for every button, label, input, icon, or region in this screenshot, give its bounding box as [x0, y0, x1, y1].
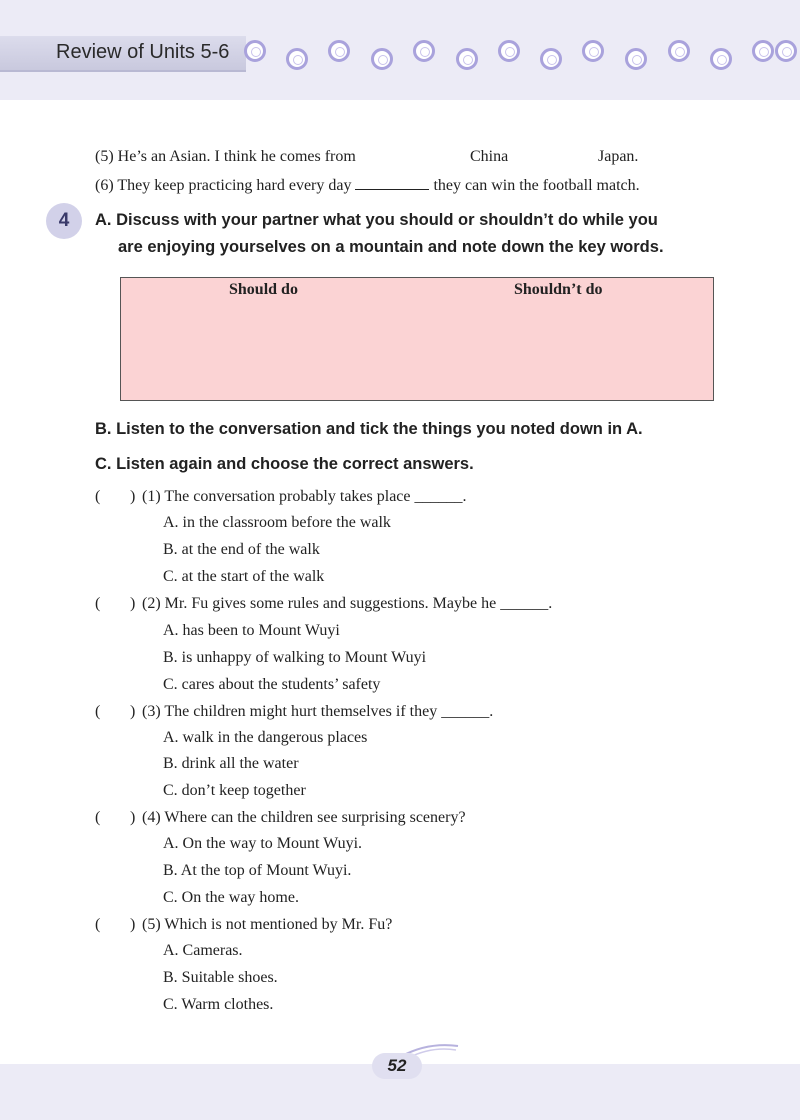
shouldnt-do-header: Shouldn’t do — [514, 281, 603, 298]
question-2-option-c: C. cares about the students’ safety — [163, 676, 381, 693]
decorative-circles — [240, 34, 800, 78]
circle-icon — [244, 40, 266, 62]
circle-icon — [286, 48, 308, 70]
instruction-c: C. Listen again and choose the correct answers. — [95, 455, 474, 473]
page-number: 52 — [372, 1053, 422, 1079]
question-1 — [142, 488, 467, 506]
section-number-badge: 4 — [46, 203, 82, 239]
question-1-paren-close: ) — [130, 488, 136, 505]
question-5-option-b: B. Suitable shoes. — [163, 969, 278, 986]
notes-table — [120, 277, 714, 401]
item-5-option-2: Japan. — [598, 148, 639, 165]
question-3-option-a: A. walk in the dangerous places — [163, 729, 368, 746]
question-2-paren-close: ) — [130, 595, 136, 612]
circle-icon — [540, 48, 562, 70]
page-header-title: Review of Units 5-6 — [56, 41, 230, 63]
question-2-option-b: B. is unhappy of walking to Mount Wuyi — [163, 649, 427, 666]
instruction-b: B. Listen to the conversation and tick the things you noted down in A. — [95, 420, 643, 438]
question-4-stem: (4) Where can the children see surprising scenery? — [142, 809, 466, 826]
question-3-option-b: B. drink all the water — [163, 755, 299, 772]
question-1-stem: (1) The conversation probably takes place — [142, 488, 411, 505]
circle-icon — [668, 40, 690, 62]
circle-icon — [371, 48, 393, 70]
item-5 — [95, 148, 356, 166]
question-2-stem: (2) Mr. Fu gives some rules and suggestions. Maybe he — [142, 595, 497, 612]
question-1-option-c: C. at the start of the walk — [163, 568, 325, 585]
item-6-text: (6) They keep practicing hard every day — [95, 177, 352, 194]
question-3-stem: (3) The children might hurt themselves if they — [142, 703, 438, 720]
circle-icon — [752, 40, 774, 62]
question-3-option-c: C. don’t keep together — [163, 782, 306, 799]
circle-icon — [328, 40, 350, 62]
question-5 — [142, 916, 392, 934]
question-4-option-c: C. On the way home. — [163, 889, 299, 906]
question-5-option-a: A. Cameras. — [163, 942, 243, 959]
question-3-paren-open[interactable]: ( — [95, 703, 101, 720]
question-4-option-a: A. On the way to Mount Wuyi. — [163, 835, 363, 852]
question-3 — [142, 703, 493, 721]
question-4-paren-close: ) — [130, 809, 136, 826]
circle-icon — [582, 40, 604, 62]
question-1-option-a: A. in the classroom before the walk — [163, 514, 391, 531]
question-1-paren-open[interactable]: ( — [95, 488, 101, 505]
circle-icon — [456, 48, 478, 70]
question-5-option-c: C. Warm clothes. — [163, 996, 274, 1013]
circle-icon — [710, 48, 732, 70]
circle-icon — [775, 40, 797, 62]
circle-icon — [498, 40, 520, 62]
question-3-blank: ______. — [441, 703, 494, 720]
item-6-text-end: they can win the football match. — [433, 177, 640, 194]
question-5-paren-close: ) — [130, 916, 136, 933]
question-5-stem: (5) Which is not mentioned by Mr. Fu? — [142, 916, 393, 933]
question-4-option-b: B. At the top of Mount Wuyi. — [163, 862, 352, 879]
question-4-paren-open[interactable]: ( — [95, 809, 101, 826]
question-5-paren-open[interactable]: ( — [95, 916, 101, 933]
question-1-blank: ______. — [414, 488, 467, 505]
answer-blank[interactable] — [355, 175, 429, 190]
question-4 — [142, 809, 466, 827]
question-2-option-a: A. has been to Mount Wuyi — [163, 622, 340, 639]
instruction-a-line-1: A. Discuss with your partner what you should or shouldn’t do while you — [95, 211, 658, 229]
question-2-blank: ______. — [500, 595, 553, 612]
question-3-paren-close: ) — [130, 703, 136, 720]
question-2-paren-open[interactable]: ( — [95, 595, 101, 612]
item-6 — [95, 175, 640, 195]
circle-icon — [413, 40, 435, 62]
question-2 — [142, 595, 552, 613]
should-do-header: Should do — [229, 281, 298, 298]
item-5-option-1: China — [470, 148, 509, 165]
item-5-text: (5) He’s an Asian. I think he comes from — [95, 148, 356, 165]
circle-icon — [625, 48, 647, 70]
question-1-option-b: B. at the end of the walk — [163, 541, 320, 558]
instruction-a-line-2: are enjoying yourselves on a mountain and note down the key words. — [118, 238, 664, 256]
